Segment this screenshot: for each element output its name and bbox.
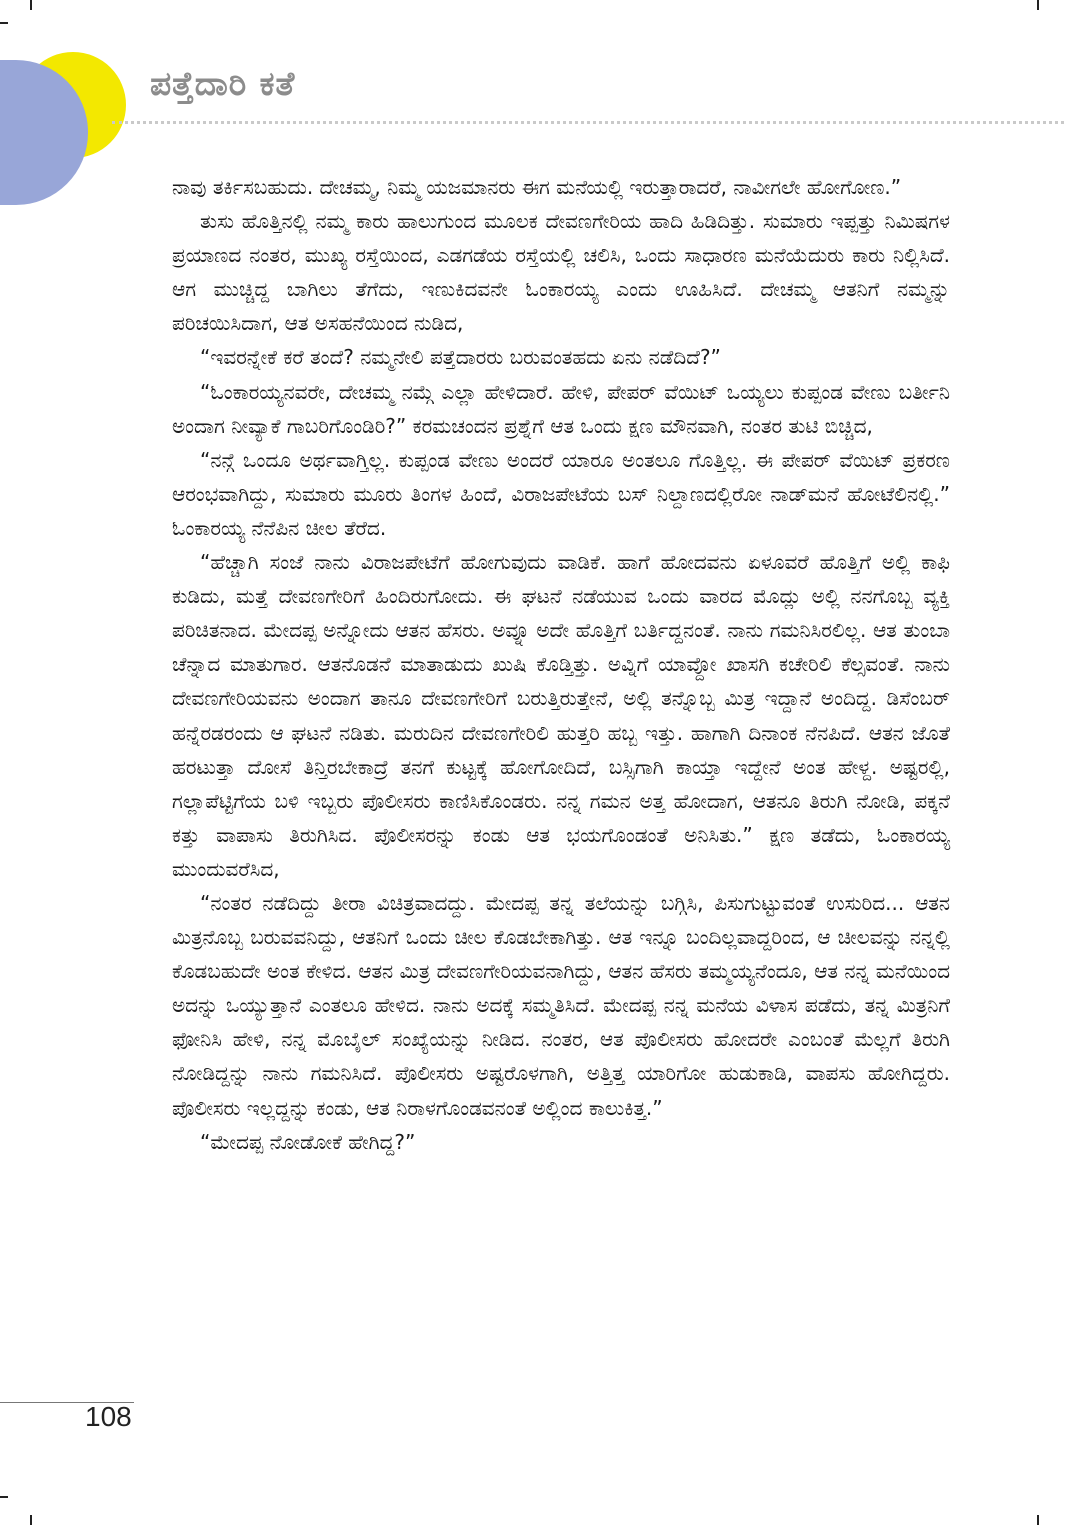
crop-mark-left-lower	[0, 1496, 8, 1498]
crop-mark-top-right	[1037, 0, 1039, 10]
header-dotted-divider	[112, 121, 1064, 124]
paragraph: “ನನ್ಗೆ ಒಂದೂ ಅರ್ಥವಾಗ್ತಿಲ್ಲ. ಕುಪ್ಪಂಡ ವೇಣು ಅಂದರೆ ಯಾರೂ ಅಂತಲೂ ಗೊತ್ತಿಲ್ಲ. ಈ ಪೇಪರ್ ವೆಯಿಟ್ ಪ್ರಕರಣ ಆರಂಭವಾಗಿದ್ದು, ಸುಮಾರು ಮೂರು ತಿಂಗಳ ಹಿಂದೆ, ವಿರಾಜಪೇಟೆಯ ಬಸ್ ನಿಲ್ದಾಣದಲ್ಲಿರೋ ನಾಡ್‌ಮನೆ ಹೋಟೆಲಿನಲ್ಲಿ.” ಓಂಕಾರಯ್ಯ ನೆನೆಪಿನ ಚೀಲ ತೆರೆದ.	[172, 447, 950, 540]
crop-mark-bottom-left	[30, 1515, 32, 1525]
paragraph: “ಇವರನ್ನೇಕೆ ಕರೆ ತಂದೆ? ನಮ್ಮನೇಲಿ ಪತ್ತೆದಾರರು ಬರುವಂತಹದು ಏನು ನಡೆದಿದೆ?”	[200, 345, 721, 370]
running-header-title: ಪತ್ತೆದಾರಿ ಕತೆ	[150, 64, 296, 103]
paragraph: ನಾವು ತರ್ಕಿಸಬಹುದು. ದೇಚಮ್ಮ, ನಿಮ್ಮ ಯಜಮಾನರು ಈಗ ಮನೆಯಲ್ಲಿ ಇರುತ್ತಾರಾದರೆ, ನಾವೀಗಲೇ ಹೋಗೋಣ.”	[172, 175, 902, 199]
paragraph: ತುಸು ಹೊತ್ತಿನಲ್ಲಿ ನಮ್ಮ ಕಾರು ಹಾಲುಗುಂದ ಮೂಲಕ ದೇವಣಗೇರಿಯ ಹಾದಿ ಹಿಡಿದಿತ್ತು. ಸುಮಾರು ಇಪ್ಪತ್ತು ನಿಮಿಷಗಳ ಪ್ರಯಾಣದ ನಂತರ, ಮುಖ್ಯ ರಸ್ತೆಯಿಂದ, ಎಡಗಡೆಯ ರಸ್ತೆಯಲ್ಲಿ ಚಲಿಸಿ, ಒಂದು ಸಾಧಾರಣ ಮನೆಯೆದುರು ಕಾರು ನಿಲ್ಲಿಸಿದೆ. ಆಗ ಮುಚ್ಚಿದ್ದ ಬಾಗಿಲು ತೆಗೆದು, ಇಣುಕಿದವನೇ ಓಂಕಾರಯ್ಯ ಎಂದು ಊಹಿಸಿದೆ. ದೇಚಮ್ಮ ಆತನಿಗೆ ನಮ್ಮನ್ನು ಪರಿಚಯಿಸಿದಾಗ, ಆತ ಅಸಹನೆಯಿಂದ ನುಡಿದ,	[172, 209, 950, 336]
page-number: 108	[85, 1401, 132, 1432]
crop-mark-top-left	[30, 0, 32, 10]
paragraph: “ಹೆಚ್ಚಾಗಿ ಸಂಜೆ ನಾನು ವಿರಾಜಪೇಟೆಗೆ ಹೋಗುವುದು ವಾಡಿಕೆ. ಹಾಗೆ ಹೋದವನು ಏಳೂವರೆ ಹೊತ್ತಿಗೆ ಅಲ್ಲಿ ಕಾಫಿ ಕುಡಿದು, ಮತ್ತೆ ದೇವಣಗೇರಿಗೆ ಹಿಂದಿರುಗೋದು. ಈ ಘಟನೆ ನಡೆಯುವ ಒಂದು ವಾರದ ಮೊದ್ಲು ಅಲ್ಲಿ ನನಗೊಬ್ಬ ವ್ಯಕ್ತಿ ಪರಿಚಿತನಾದ. ಮೇದಪ್ಪ ಅನ್ನೋದು ಆತನ ಹೆಸರು. ಅವ್ನೂ ಅದೇ ಹೊತ್ತಿಗೆ ಬರ್ತಿದ್ದನಂತೆ. ನಾನು ಗಮನಿಸಿರಲಿಲ್ಲ. ಆತ ತುಂಬಾ ಚೆನ್ನಾದ ಮಾತುಗಾರ. ಆತನೊಡನೆ ಮಾತಾಡುದು ಖುಷಿ ಕೊಡ್ತಿತ್ತು. ಅವ್ನಿಗೆ ಯಾವ್ದೋ ಖಾಸಗಿ ಕಚೇರಿಲಿ ಕೆಲ್ಸವಂತೆ. ನಾನು ದೇವಣಗೇರಿಯವನು ಅಂದಾಗ ತಾನೂ ದೇವಣಗೇರಿಗೆ ಬರುತ್ತಿರುತ್ತೇನೆ, ಅಲ್ಲಿ ತನ್ನೊಬ್ಬ ಮಿತ್ರ ಇದ್ದಾನೆ ಅಂದಿದ್ದ. ಡಿಸೆಂಬರ್ ಹನ್ನೆರಡರಂದು ಆ ಘಟನೆ ನಡಿತು. ಮರುದಿನ ದೇವಣಗೇರಿಲಿ ಹುತ್ತರಿ ಹಬ್ಬ ಇತ್ತು. ಹಾಗಾಗಿ ದಿನಾಂಕ ನೆನಪಿದೆ. ಆತನ ಜೊತೆ ಹರಟುತ್ತಾ ದೋಸೆ ತಿನ್ತಿರಬೇಕಾದ್ರೆ ತನಗೆ ಕುಟ್ಟಕ್ಕೆ ಹೋಗೋದಿದೆ, ಬಸ್ಸಿಗಾಗಿ ಕಾಯ್ತಾ ಇದ್ದೇನೆ ಅಂತ ಹೇಳ್ದ. ಅಷ್ಟರಲ್ಲಿ, ಗಲ್ಲಾಪೆಟ್ಟಿಗೆಯ ಬಳಿ ಇಬ್ಬರು ಪೊಲೀಸರು ಕಾಣಿಸಿಕೊಂಡರು. ನನ್ನ ಗಮನ ಅತ್ತ ಹೋದಾಗ, ಆತನೂ ತಿರುಗಿ ನೋಡಿ, ಪಕ್ಕನೆ ಕತ್ತು ವಾಪಾಸು ತಿರುಗಿಸಿದ. ಪೊಲೀಸರನ್ನು ಕಂಡು ಆತ ಭಯಗೊಂಡಂತೆ ಅನಿಸಿತು.” ಕ್ಷಣ ತಡೆದು, ಓಂಕಾರಯ್ಯ ಮುಂದುವರೆಸಿದ,	[172, 550, 950, 881]
crop-mark-bottom-right	[1037, 1515, 1039, 1525]
paragraph: “ಮೇದಪ್ಪ ನೋಡೋಕೆ ಹೇಗಿದ್ದ?”	[200, 1129, 416, 1154]
paragraph: “ಓಂಕಾರಯ್ಯನವರೇ, ದೇಚಮ್ಮ ನಮ್ಗೆ ಎಲ್ಲಾ ಹೇಳಿದಾರೆ. ಹೇಳಿ, ಪೇಪರ್ ವೆಯಿಟ್ ಒಯ್ಯಲು ಕುಪ್ಪಂಡ ವೇಣು ಬರ್ತೀನಿ ಅಂದಾಗ ನೀವ್ಯಾಕೆ ಗಾಬರಿಗೊಂಡಿರಿ?” ಕರಮಚಂದನ ಪ್ರಶ್ನೆಗೆ ಆತ ಒಂದು ಕ್ಷಣ ಮೌನವಾಗಿ, ನಂತರ ತುಟಿ ಬಿಚ್ಚಿದ,	[172, 379, 950, 438]
story-body	[172, 170, 950, 1159]
crop-mark-left-upper	[0, 22, 8, 24]
paragraph: “ನಂತರ ನಡೆದಿದ್ದು ತೀರಾ ವಿಚಿತ್ರವಾದದ್ದು. ಮೇದಪ್ಪ ತನ್ನ ತಲೆಯನ್ನು ಬಗ್ಗಿಸಿ, ಪಿಸುಗುಟ್ಟುವಂತೆ ಉಸುರಿದ... ಆತನ ಮಿತ್ರನೊಬ್ಬ ಬರುವವನಿದ್ದು, ಆತನಿಗೆ ಒಂದು ಚೀಲ ಕೊಡಬೇಕಾಗಿತ್ತು. ಆತ ಇನ್ನೂ ಬಂದಿಲ್ಲವಾದ್ದರಿಂದ, ಆ ಚೀಲವನ್ನು ನನ್ನಲ್ಲಿ ಕೊಡಬಹುದೇ ಅಂತ ಕೇಳಿದ. ಆತನ ಮಿತ್ರ ದೇವಣಗೇರಿಯವನಾಗಿದ್ದು, ಆತನ ಹೆಸರು ತಮ್ಮಯ್ಯನೆಂದೂ, ಆತ ನನ್ನ ಮನೆಯಿಂದ ಅದನ್ನು ಒಯ್ಯುತ್ತಾನೆ ಎಂತಲೂ ಹೇಳಿದ. ನಾನು ಅದಕ್ಕೆ ಸಮ್ಮತಿಸಿದೆ. ಮೇದಪ್ಪ ನನ್ನ ಮನೆಯ ವಿಳಾಸ ಪಡೆದು, ತನ್ನ ಮಿತ್ರನಿಗೆ ಫೋನಿಸಿ ಹೇಳಿ, ನನ್ನ ಮೊಬೈಲ್ ಸಂಖ್ಯೆಯನ್ನು ನೀಡಿದ. ನಂತರ, ಆತ ಪೊಲೀಸರು ಹೋದರೇ ಎಂಬಂತೆ ಮೆಲ್ಲಗೆ ತಿರುಗಿ ನೋಡಿದ್ದನ್ನು ನಾನು ಗಮನಿಸಿದೆ. ಪೊಲೀಸರು ಅಷ್ಟರೊಳಗಾಗಿ, ಅತ್ತಿತ್ತ ಯಾರಿಗೋ ಹುಡುಕಾಡಿ, ವಾಪಸು ಹೋಗಿದ್ದರು. ಪೊಲೀಸರು ಇಲ್ಲದ್ದನ್ನು ಕಂಡು, ಆತ ನಿರಾಳಗೊಂಡವನಂತೆ ಅಲ್ಲಿಂದ ಕಾಲುಕಿತ್ತ.”	[172, 890, 950, 1120]
